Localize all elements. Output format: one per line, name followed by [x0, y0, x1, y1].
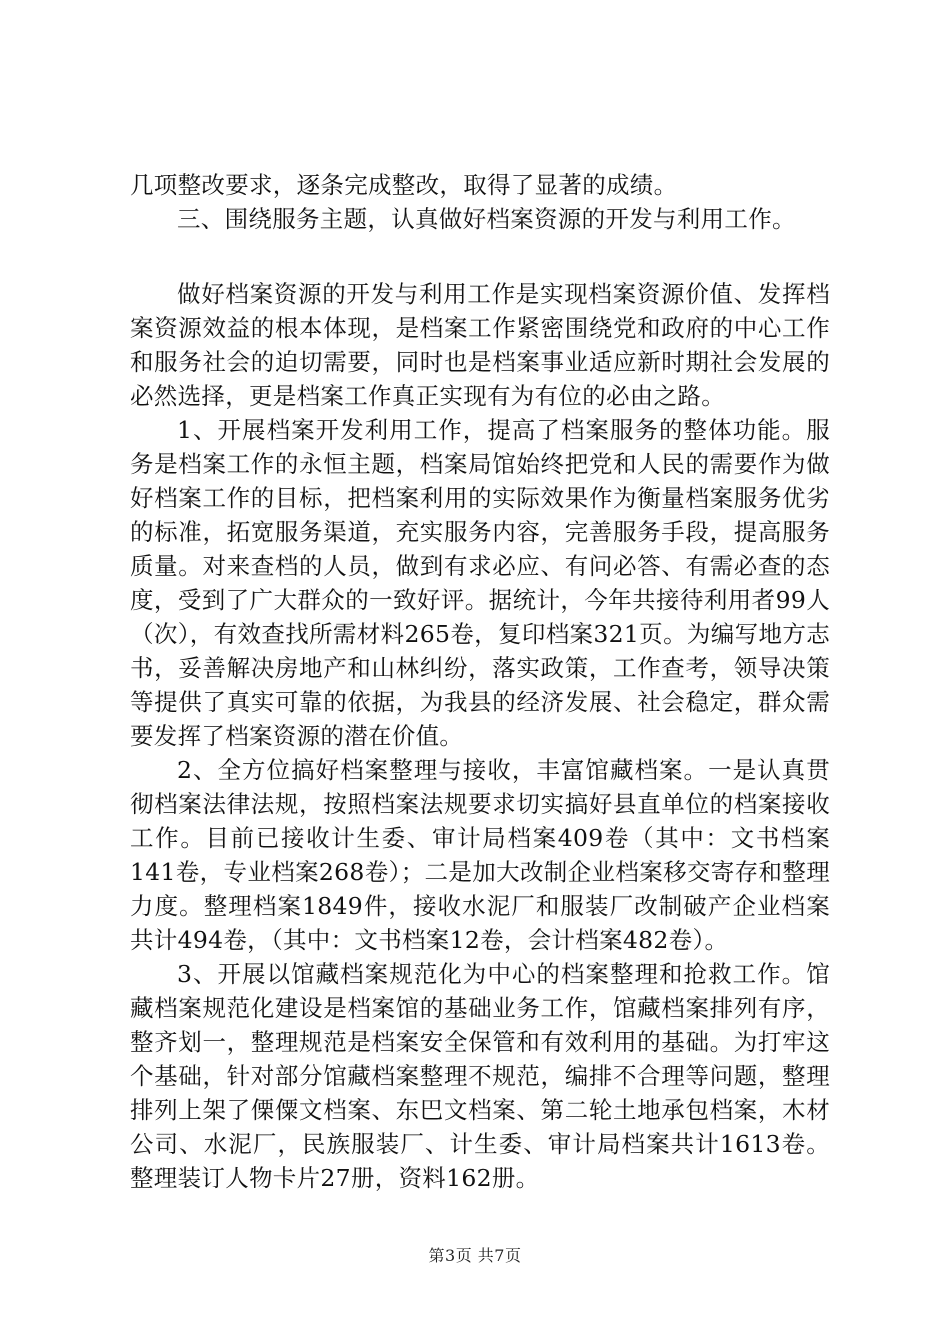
paragraph-item-1: 1、开展档案开发利用工作，提高了档案服务的整体功能。服务是档案工作的永恒主题，档案局馆始终把党和人民的需要作为做好档案工作的目标，把档案利用的实际效果作为衡量档案服务优劣的标准，拓宽服务渠道，充实服务内容，完善服务手段，提高服务质量。对来查档的人员，做到有求必应、有问必答、有需必查的态度，受到了广大群众的一致好评。据统计，今年共接待利用者99人（次），有效查找所需材料265卷，复印档案321页。为编写地方志书，妥善解决房地产和山林纠纷，落实政策，工作查考，领导决策等提供了真实可靠的依据，为我县的经济发展、社会稳定，群众需要发挥了档案资源的潜在价值。	[130, 416, 830, 750]
paragraph-continuation: 几项整改要求，逐条完成整改，取得了显著的成绩。	[130, 171, 678, 199]
paragraph-intro: 做好档案资源的开发与利用工作是实现档案资源价值、发挥档案资源效益的根本体现，是档案工作紧密围绕党和政府的中心工作和服务社会的迫切需要，同时也是档案事业适应新时期社会发展的必然选择，更是档案工作真正实现有为有位的必由之路。	[130, 280, 830, 410]
paragraph-item-2: 2、全方位搞好档案整理与接收，丰富馆藏档案。一是认真贯彻档案法律法规，按照档案法规要求切实搞好县直单位的档案接收工作。目前已接收计生委、审计局档案409卷（其中：文书档案141卷，专业档案268卷）；二是加大改制企业档案移交寄存和整理力度。整理档案1849件，接收水泥厂和服装厂改制破产企业档案共计494卷，（其中：文书档案12卷，会计档案482卷）。	[130, 756, 830, 954]
document-body	[130, 168, 830, 1195]
section-heading: 三、围绕服务主题，认真做好档案资源的开发与利用工作。	[177, 205, 796, 233]
page-footer	[0, 1243, 950, 1266]
page-number-indicator: 第3页 共7页	[428, 1246, 522, 1265]
paragraph-item-3: 3、开展以馆藏档案规范化为中心的档案整理和抢救工作。馆藏档案规范化建设是档案馆的基础业务工作，馆藏档案排列有序，整齐划一，整理规范是档案安全保管和有效利用的基础。为打牢这个基础，针对部分馆藏档案整理不规范，编排不合理等问题，整理排列上架了傈僳文档案、东巴文档案、第二轮土地承包档案，木材公司、水泥厂，民族服装厂、计生委、审计局档案共计1613卷。整理装订人物卡片27册，资料162册。	[130, 960, 830, 1192]
paragraph-spacer	[130, 236, 830, 277]
